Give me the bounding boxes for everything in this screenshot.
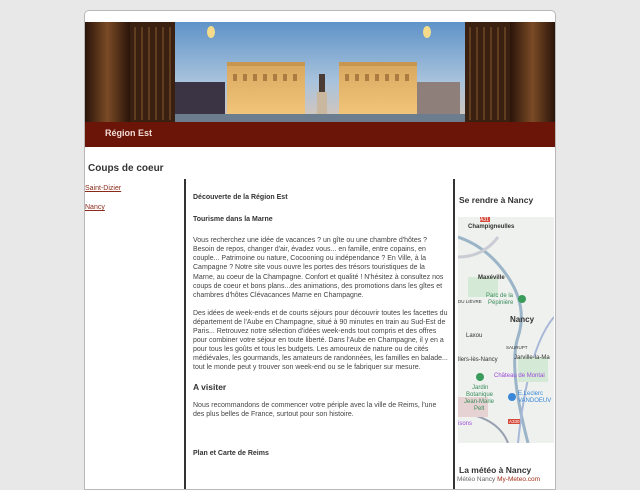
- map-label-jardin2: Botanique: [466, 392, 494, 398]
- map-label-nancy: Nancy: [510, 315, 535, 324]
- map-label-isons: isons: [458, 421, 473, 427]
- paragraph-aube: Des idées de week-ends et de courts séjours pour découvrir toutes les facettes du département de l'Aube en Champagne, situé à 90 minutes en train au Sud-Est de Paris... Retrouvez notre sélection d'idées week-ends tout compris et des offres pour combiner votre séjour en toute liberté. Dans l'Aube en Champagne, il y en a pour tous les goûts et tous les budgets. Les amoureux de nature ou de cités médiévales, les gourmands, les amateurs de randonnées, les familles en balade... tout le monde peut y trouver son week-end ou se le fabriquer sur mesure.: [193, 309, 448, 372]
- map-label-chateau: Château de Montai: [494, 373, 545, 379]
- paragraph-reims: Nous recommandons de commencer votre périple avec la ville de Reims, l'une des plus belles de France, surtout pour son histoire.: [193, 401, 437, 418]
- column-divider-left: [184, 179, 186, 490]
- link-nancy[interactable]: Nancy: [85, 204, 105, 211]
- map-label-parc: Parc de la: [486, 293, 514, 299]
- map-label-jardin3: Jean-Marie: [464, 399, 495, 405]
- paragraph-marne: Vous recherchez une idée de vacances ? un gîte ou une chambre d'hôtes ? Besoin de repos, changer d'air, évadez vous... en famille, entre copains, en couple... Patrimoine ou nature, Cocooning ou indépendance ? En Ville, à la Campagne ? Notre site vous ouvre les portes des trésors touristiques de la Marne, au coeur de la Champagne. Confort et qualité ! N'hésitez à consultez nos coups de coeur et bons plans...des animations, des promotions dans les gîtes et chambres d'hôtes Clévacances Marne en Champagne.: [193, 237, 444, 299]
- main-content: [193, 193, 448, 458]
- nav-title-region-est[interactable]: Région Est: [105, 128, 153, 138]
- heading-meteo-nancy: La météo à Nancy: [459, 465, 532, 475]
- heading-a-visiter: A visiter: [193, 381, 227, 392]
- map-label-a330: A330: [509, 419, 520, 424]
- coups-de-coeur-heading: Coups de coeur: [88, 163, 164, 174]
- map-label-saurupt: SAURUPT: [506, 345, 528, 350]
- map-graphics: [458, 217, 554, 443]
- header-banner-image: [85, 22, 555, 122]
- meteo-text: Météo Nancy: [457, 476, 496, 483]
- map-label-a31: A31: [480, 217, 489, 223]
- heading-tourisme-marne: Tourisme dans la Marne: [193, 216, 273, 224]
- column-divider-right: [453, 179, 455, 490]
- map-label-villers: llers-lès-Nancy: [458, 357, 498, 363]
- nav-bar: [85, 122, 555, 147]
- map-label-maxeville: Maxéville: [478, 275, 505, 281]
- heading-plan-reims: Plan et Carte de Reims: [193, 449, 269, 457]
- map-label-jardin1: Jardin: [472, 385, 489, 391]
- map-label-jarville: Jarville-la-Ma: [514, 355, 550, 361]
- map-label-vandoeuvre: VANDOEUV: [518, 398, 552, 404]
- meteo-link[interactable]: My-Meteo.com: [497, 476, 541, 483]
- page-container: [84, 10, 556, 490]
- map-label-pepiniere: Pépinière: [488, 300, 514, 306]
- map-label-champigneulles: Champigneulles: [468, 224, 515, 230]
- link-saint-dizier[interactable]: Saint-Dizier: [85, 185, 122, 192]
- nancy-map[interactable]: [458, 217, 554, 443]
- map-label-laxou: Laxou: [466, 333, 483, 339]
- heading-se-rendre-nancy: Se rendre à Nancy: [459, 195, 534, 205]
- heading-decouverte: Découverte de la Région Est: [193, 194, 288, 201]
- banner-photo: [85, 22, 555, 122]
- map-label-du-lievre: DU LIÈVRE: [458, 299, 482, 304]
- map-label-leclerc: E.Leclerc: [518, 391, 544, 397]
- map-label-jardin4: Pelt: [474, 406, 485, 412]
